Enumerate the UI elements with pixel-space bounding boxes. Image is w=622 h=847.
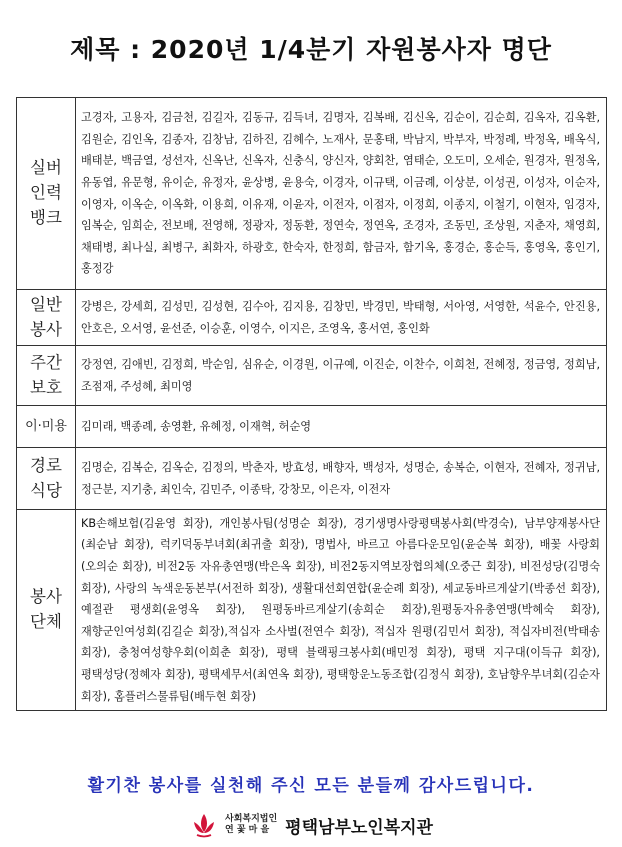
table-row (17, 98, 607, 290)
table-row (17, 406, 607, 448)
category-label: 경로 식당 (30, 455, 62, 500)
volunteer-table (16, 97, 607, 711)
category-label: 봉사 단체 (30, 587, 62, 631)
names-cell: 강병은, 강세희, 김성민, 김성현, 김수아, 김지용, 김창민, 박경민, 박태형, 서아영, 서영한, 석윤수, 안진용, 안호은, 오서영, 윤선준, 이승훈, 이영수, 이지은, 조영옥, 홍서연, 홍인화 (76, 290, 607, 346)
table-row (17, 290, 607, 346)
category-cell (17, 346, 76, 406)
category-cell (17, 406, 76, 448)
category-label: 주간 보호 (30, 352, 62, 397)
category-cell (17, 290, 76, 346)
page-title: 제목 : 2020년 1/4분기 자원봉사자 명단 (70, 35, 552, 64)
names-cell: 강정연, 김애빈, 김정희, 박순임, 심유순, 이경원, 이규예, 이진순, 이찬수, 이희천, 전혜정, 정금영, 정희남, 조점재, 주성혜, 최미영 (76, 346, 607, 406)
category-cell (17, 448, 76, 510)
table-row (17, 346, 607, 406)
category-cell (17, 98, 76, 290)
table-row (17, 510, 607, 711)
names-cell: 고경자, 고용자, 김금천, 김길자, 김동규, 김득녀, 김명자, 김복배, 김신옥, 김순이, 김순희, 김옥자, 김옥환, 김원순, 김인옥, 김종자, 김창남, 김하진, 김혜수, 노재사, 문홍태, 박남지, 박부자, 박정례, 박정옥, 배옥식, 배태분, 백금열, 성선자, 신옥난, 신옥자, 신충식, 양신자, 양회찬, 염태순, 오도미, 오세순, 원경자, 원정옥, 유동엽, 유문형, 유이순, 유정자, 윤상병, 윤용숙, 이경자, 이규택, 이금례, 이상분, 이성권, 이성자, 이순자, 이영자, 이옥순, 이옥화, 이용희, 이유재, 이윤자, 이전자, 이점자, 이정희, 이종지, 이철기, 이현자, 임경자, 임복순, 임희순, 전보배, 전영해, 정광자, 정동환, 정연숙, 정연옥, 조경자, 조동민, 조상원, 지춘자, 채영희, 채태병, 최나실, 최병구, 최화자, 하광호, 한숙자, 한정희, 함금자, 함기옥, 홍경순, 홍순득, 홍영옥, 홍인기, 홍정강 (76, 98, 607, 290)
org-name: 평택남부노인복지관 (285, 817, 433, 838)
names-cell: 김미래, 백종례, 송영환, 유혜정, 이재혁, 허순영 (76, 406, 607, 448)
org-group: 연 꽃 마 을 (225, 825, 270, 835)
org-subtitle (225, 814, 277, 836)
names-cell: KB손해보험(김윤영 회장), 개인봉사팀(성명순 회장), 경기생명사랑평택봉사회(박경숙), 남부양재봉사단(최순남 회장), 럭키덕동부녀회(최귀출 회장), 명법사, 바르고 아름다운모임(윤순복 회장), 배꽃 사랑회(오의순 회장), 비전2동 자유총연맹(박은옥 회장), 비전2동지역보장협의체(오중근 회장), 비전성당(김명숙 회장), 사랑의 녹색운동본부(서전하 회장), 생활대선회연합(윤순례 회장), 세교동바르게살기(박종선 회장), 예절관 평생회(윤영옥 회장), 원평동바르게살기(송희순 회장),원평동자유총연맹(박혜숙 회장), 재향군인여성회(김길순 회장),적십자 소사벌(전연수 회장), 적십자 원평(김민서 회장), 적십자비전(박태송 회장), 충청여성향우회(이희춘 회장), 평택 블랙핑크봉사회(배민정 회장), 평택 지구대(이득규 회장), 평택성당(정혜자 회장), 평택세무서(최연옥 회장), 평택항운노동조합(김정식 회장), 호남향우부녀회(김순자 회장), 홈플러스물류팀(배두현 회장) (76, 510, 607, 711)
category-cell (17, 510, 76, 711)
names-cell: 김명순, 김복순, 김옥순, 김정의, 박춘자, 방효성, 배향자, 백성자, 성명순, 송복순, 이현자, 전혜자, 정귀남, 정근분, 지기충, 최인숙, 김민주, 이종탁, 강창모, 이은자, 이전자 (76, 448, 607, 510)
footer (0, 810, 622, 840)
closing-message: 활기찬 봉사를 실천해 주신 모든 분들께 감사드립니다. (87, 776, 535, 796)
lotus-logo-icon (189, 810, 219, 840)
category-label: 일반 봉사 (30, 294, 62, 339)
org-type: 사회복지법인 (225, 814, 278, 824)
table-row (17, 448, 607, 510)
category-label: 실버 인력 뱅크 (30, 158, 62, 227)
category-label: 이·미용 (25, 418, 67, 434)
